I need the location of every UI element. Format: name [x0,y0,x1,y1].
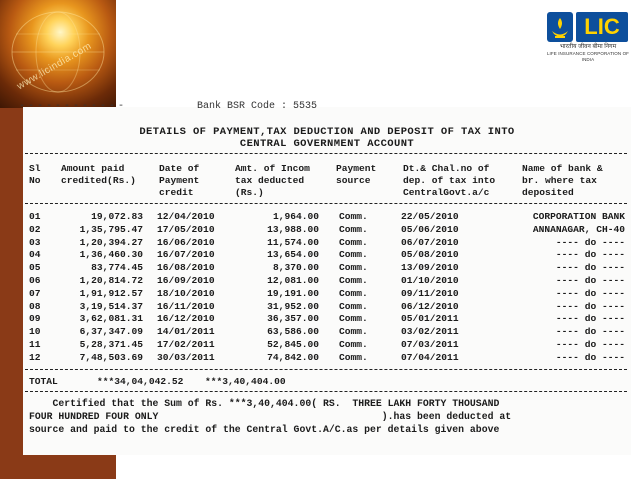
cell-sl: 01 [29,211,41,222]
globe-image [0,0,116,108]
cell-amount: 3,19,514.37 [79,300,143,312]
tax-certificate-scan: ------------ Bank BSR Code : 5535 DETAILS OF PAYMENT,TAX DEDUCTION AND DEPOSIT OF TAX INTO CENTRAL GOVERNMENT ACCOUNT Sl No Amount paid credited(Rs.) Date of Payment credit Amt. of Incom tax deducted (Rs.) Payment source Dt.& Chal.no of dep. of tax into CentralGovt.a/c Name of bank & br. where tax deposited 01 19,072.83 12/04/2010 1,964.00 Comm. 22/05/2010 CORPORATION BANK 02 1,35,795.47 17/05/2010 13,988.00 Comm. 05/06/2010 ANNANAGAR, CH-40 03 1,20,394.27 16/06/2010 11,574.00 Comm. 06/07/2010 ---- do ---- 04 1,36,460.30 16/07/2010 13,654.00 Comm. 05/08/2010 ---- do ---- 05 83,774.45 16/08/2010 8,370.00 Comm. 13/09/2010 ---- do ---- 06 1,20,814.72 16/09/2010 12,081.00 Comm. 01/10/2010 ---- do ---- 07 1,91,912.57 18/10/2010 19,191.00 Comm. 09/11/2010 ---- do ---- 08 3,19,514.37 16/11/2010 31,952.00 Comm. 06/12/2010 ---- do ---- 09 3,62,081.31 16/12/2010 36,357.00 Comm. 05/01/2011 ---- do ---- 10 6,37,347.09 14/01/2011 63,586.00 Comm. 03/02/2011 ---- do ---- 11 5,28,371.45 17/02/2011 52,845.00 Comm. 07/03/2011 ---- do ---- 12 7,48,503.69 30/03/2011 74,842.00 Comm. 07/04/2011 ---- do ---- TOTAL ***34,04,042.52 ***3,40,404.00 Certified that the Sum of Rs. ***3,40,404.00( RS. THREE LAKH FORTY THOUSAND FOUR HUNDRED FOUR ONLY ).has been deducted at source and paid to the credit of the Central Govt.A/C.as per details given above [23,107,631,455]
cell-deposit: 05/01/2011 [401,313,459,325]
cell-amount: 1,20,394.27 [79,236,143,248]
table-row [23,224,631,236]
cell-tax: 1,964.00 [272,211,319,222]
cell-tax: 8,370.00 [272,262,319,274]
cell-tax: 74,842.00 [267,351,319,363]
col-header-deposit: Dt.& Chal.no of dep. of tax into CentralGovt.a/c [403,163,496,198]
cell-date: 17/05/2010 [157,223,215,235]
cell-source: Comm. [339,223,368,235]
lamp-emblem-icon [547,12,573,42]
cell-deposit: 06/07/2010 [401,236,459,248]
cell-source: Comm. [339,262,368,274]
divider [25,391,627,392]
cell-bank: ---- do ---- [555,351,625,363]
cell-bank: ---- do ---- [555,287,625,299]
cell-amount: 3,62,081.31 [79,313,143,325]
cell-source: Comm. [339,249,368,261]
cell-tax: 12,081.00 [267,275,319,286]
cell-tax: 13,654.00 [267,249,319,261]
cell-sl: 06 [29,275,41,286]
total-tax: ***3,40,404.00 [205,376,286,387]
cell-amount: 5,28,371.45 [79,339,143,350]
cell-bank: ---- do ---- [555,236,625,248]
cell-bank: ---- do ---- [555,326,625,338]
bsr-code-fragment: Bank BSR Code : 5535 [197,101,318,112]
cell-date: 16/12/2010 [157,313,215,325]
cell-deposit: 06/12/2010 [401,300,459,312]
logo-tagline-hindi: भारतीय जीवन बीमा निगम [559,44,617,50]
logo-tagline-english: LIFE INSURANCE CORPORATION OF INDIA [546,51,630,62]
col-header-amount: Amount paid credited(Rs.) [61,163,136,186]
cell-source: Comm. [339,351,368,363]
col-header-bank: Name of bank & br. where tax deposited [522,163,603,198]
col-header-date: Date of Payment credit [159,163,200,198]
cell-tax: 31,952.00 [267,300,319,312]
col-header-sl: Sl No [29,163,41,186]
cell-amount: 1,36,460.30 [79,249,143,261]
cell-tax: 19,191.00 [267,287,319,299]
cell-bank: ---- do ---- [555,275,625,286]
table-row [23,352,631,364]
cell-date: 18/10/2010 [157,287,215,299]
cell-tax: 11,574.00 [267,236,319,248]
divider [25,153,627,154]
table-row [23,288,631,300]
table-row [23,211,631,223]
cell-sl: 09 [29,313,41,325]
cell-date: 16/11/2010 [157,300,215,312]
certificate-line1: Certified that the Sum of Rs. ***3,40,404.00( RS. THREE LAKH FORTY THOUSAND [29,398,500,409]
cell-sl: 08 [29,300,41,312]
cell-deposit: 03/02/2011 [401,326,459,338]
cell-sl: 05 [29,262,41,274]
cell-bank: ---- do ---- [555,300,625,312]
cell-deposit: 07/03/2011 [401,339,459,350]
table-row [23,275,631,287]
cell-date: 16/07/2010 [157,249,215,261]
cell-amount: 19,072.83 [91,211,143,222]
cell-source: Comm. [339,236,368,248]
cell-bank: ANNANAGAR, CH-40 [532,223,625,235]
cell-date: 12/04/2010 [157,211,215,222]
cell-source: Comm. [339,287,368,299]
col-header-tax: Amt. of Incom tax deducted (Rs.) [235,163,310,198]
cell-bank: ---- do ---- [555,249,625,261]
cell-date: 30/03/2011 [157,351,215,363]
cell-source: Comm. [339,211,368,222]
cell-date: 14/01/2011 [157,326,215,338]
heading-line2: CENTRAL GOVERNMENT ACCOUNT [239,138,415,150]
cell-sl: 12 [29,351,41,363]
cell-deposit: 13/09/2010 [401,262,459,274]
cell-sl: 02 [29,223,41,235]
cell-deposit: 05/06/2010 [401,223,459,235]
heading-line1: DETAILS OF PAYMENT,TAX DEDUCTION AND DEPOSIT OF TAX INTO [139,126,515,138]
col-header-source: Payment source [336,163,377,186]
certificate-line2: FOUR HUNDRED FOUR ONLY ).has been deducted at [29,411,512,422]
cell-sl: 07 [29,287,41,299]
logo-text: LIC [576,12,628,42]
cell-bank: CORPORATION BANK [532,211,625,222]
cell-source: Comm. [339,275,368,286]
cell-deposit: 22/05/2010 [401,211,459,222]
table-row [23,249,631,261]
cell-amount: 83,774.45 [91,262,143,274]
table-row [23,262,631,274]
table-row [23,326,631,338]
cell-sl: 10 [29,326,41,338]
cell-amount: 7,48,503.69 [79,351,143,363]
total-label: TOTAL [29,376,58,387]
cell-date: 16/09/2010 [157,275,215,286]
cell-source: Comm. [339,339,368,350]
table-row [23,237,631,249]
divider [25,203,627,204]
cell-date: 16/08/2010 [157,262,215,274]
cell-sl: 04 [29,249,41,261]
cell-bank: ---- do ---- [555,262,625,274]
table-row [23,339,631,351]
website-watermark: www.licindia.com [15,40,94,93]
cell-tax: 52,845.00 [267,339,319,350]
table-row [23,301,631,313]
cell-source: Comm. [339,313,368,325]
cell-deposit: 07/04/2011 [401,351,459,363]
cell-amount: 1,20,814.72 [79,275,143,286]
cell-deposit: 05/08/2010 [401,249,459,261]
certificate-line3: source and paid to the credit of the Central Govt.A/C.as per details given above [29,424,500,435]
cell-tax: 36,357.00 [267,313,319,325]
table-row [23,313,631,325]
cell-date: 17/02/2011 [157,339,215,350]
total-amount: ***34,04,042.52 [97,376,184,387]
lic-logo [545,10,631,62]
cell-sl: 03 [29,236,41,248]
cell-deposit: 09/11/2010 [401,287,459,299]
cell-amount: 1,35,795.47 [79,223,143,235]
cell-deposit: 01/10/2010 [401,275,459,286]
cell-tax: 13,988.00 [267,223,319,235]
cell-tax: 63,586.00 [267,326,319,338]
cell-sl: 11 [29,339,41,350]
cell-amount: 6,37,347.09 [79,326,143,338]
cell-date: 16/06/2010 [157,236,215,248]
cell-bank: ---- do ---- [555,339,625,350]
cell-amount: 1,91,912.57 [79,287,143,299]
cell-bank: ---- do ---- [555,313,625,325]
cell-source: Comm. [339,300,368,312]
divider [25,369,627,370]
cell-source: Comm. [339,326,368,338]
